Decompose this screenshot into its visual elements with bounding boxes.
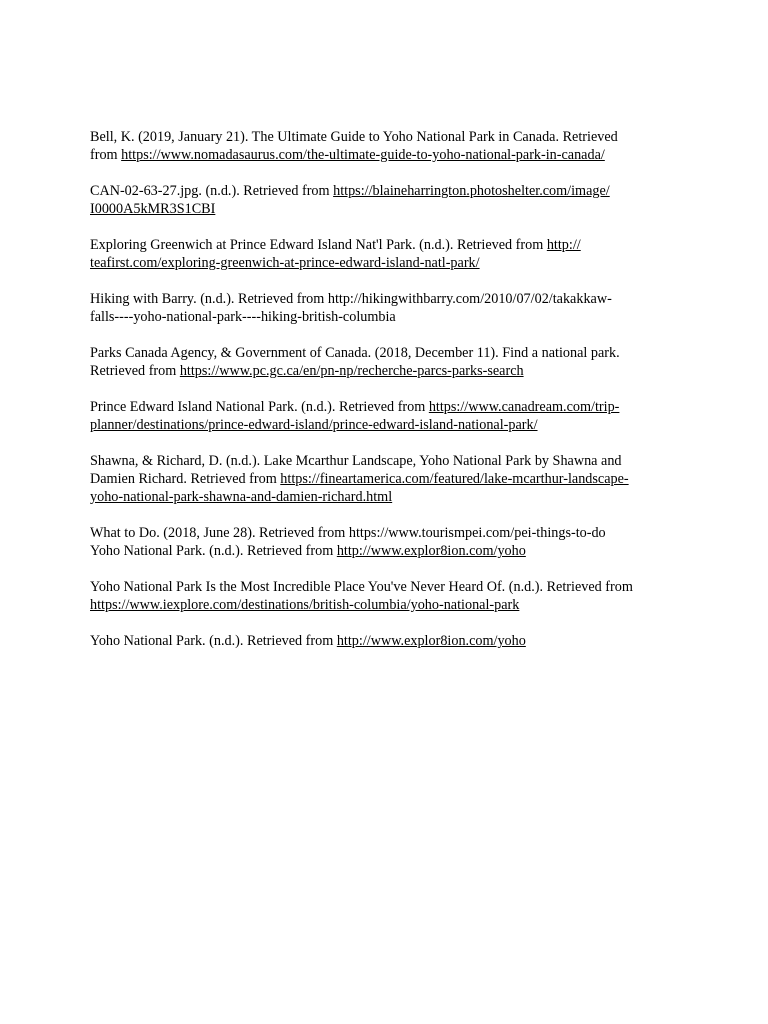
reference-text: Yoho National Park Is the Most Incredible Place You've Never Heard Of. (n.d.). Retrieved from xyxy=(90,579,633,595)
reference-link[interactable]: https://fineartamerica.com/featured/lake-mcarthur-landscape- yoho-national-park-shawna-and-damien-richard.html xyxy=(90,471,629,505)
reference-entry xyxy=(90,632,680,650)
reference-text: What to Do. (2018, June 28). Retrieved from https://www.tourismpei.com/pei-things-to-do xyxy=(90,525,606,541)
reference-link[interactable]: https://www.nomadasaurus.com/the-ultimate-guide-to-yoho-national-park-in-canada/ xyxy=(121,147,605,163)
reference-entry xyxy=(90,524,680,542)
reference-text: Hiking with Barry. (n.d.). Retrieved from http://hikingwithbarry.com/2010/07/02/takakkaw- falls----yoho-national-park----hiking-british-columbia xyxy=(90,291,612,325)
reference-link[interactable]: https://blaineharrington.photoshelter.com/image/ I0000A5kMR3S1CBI xyxy=(90,183,610,217)
reference-list xyxy=(90,128,680,668)
reference-link[interactable]: https://www.pc.gc.ca/en/pn-np/recherche-parcs-parks-search xyxy=(179,363,524,379)
reference-text: Prince Edward Island National Park. (n.d.). Retrieved from xyxy=(90,399,429,415)
reference-entry xyxy=(90,398,680,434)
reference-link[interactable]: https://www.iexplore.com/destinations/british-columbia/yoho-national-park xyxy=(90,597,520,613)
reference-text: Bell, K. (2019, January 21). The Ultimate Guide to Yoho National Park in Canada. Retrieved from xyxy=(90,129,618,163)
reference-link[interactable]: https://www.canadream.com/trip- planner/destinations/prince-edward-island/prince-edward-island-national-park/ xyxy=(90,399,620,433)
reference-entry xyxy=(90,290,680,326)
reference-entry xyxy=(90,128,680,164)
reference-link[interactable]: http:// teafirst.com/exploring-greenwich-at-prince-edward-island-natl-park/ xyxy=(90,237,581,271)
reference-text: CAN-02-63-27.jpg. (n.d.). Retrieved from xyxy=(90,183,334,199)
reference-link[interactable]: http://www.explor8ion.com/yoho xyxy=(336,543,526,559)
reference-entry xyxy=(90,344,680,380)
reference-text: Yoho National Park. (n.d.). Retrieved from xyxy=(90,633,337,649)
reference-text: Yoho National Park. (n.d.). Retrieved from xyxy=(90,543,337,559)
reference-text: Parks Canada Agency, & Government of Canada. (2018, December 11). Find a national park. Retrieved from xyxy=(90,345,620,379)
reference-entry xyxy=(90,452,680,506)
reference-entry xyxy=(90,236,680,272)
reference-text: Shawna, & Richard, D. (n.d.). Lake Mcarthur Landscape, Yoho National Park by Shawna and Damien Richard. Retrieved from xyxy=(90,453,622,487)
reference-entry xyxy=(90,182,680,218)
reference-entry xyxy=(90,578,680,614)
reference-text: Exploring Greenwich at Prince Edward Island Nat'l Park. (n.d.). Retrieved from xyxy=(90,237,547,253)
reference-link[interactable]: http://www.explor8ion.com/yoho xyxy=(336,633,526,649)
reference-entry xyxy=(90,542,680,560)
